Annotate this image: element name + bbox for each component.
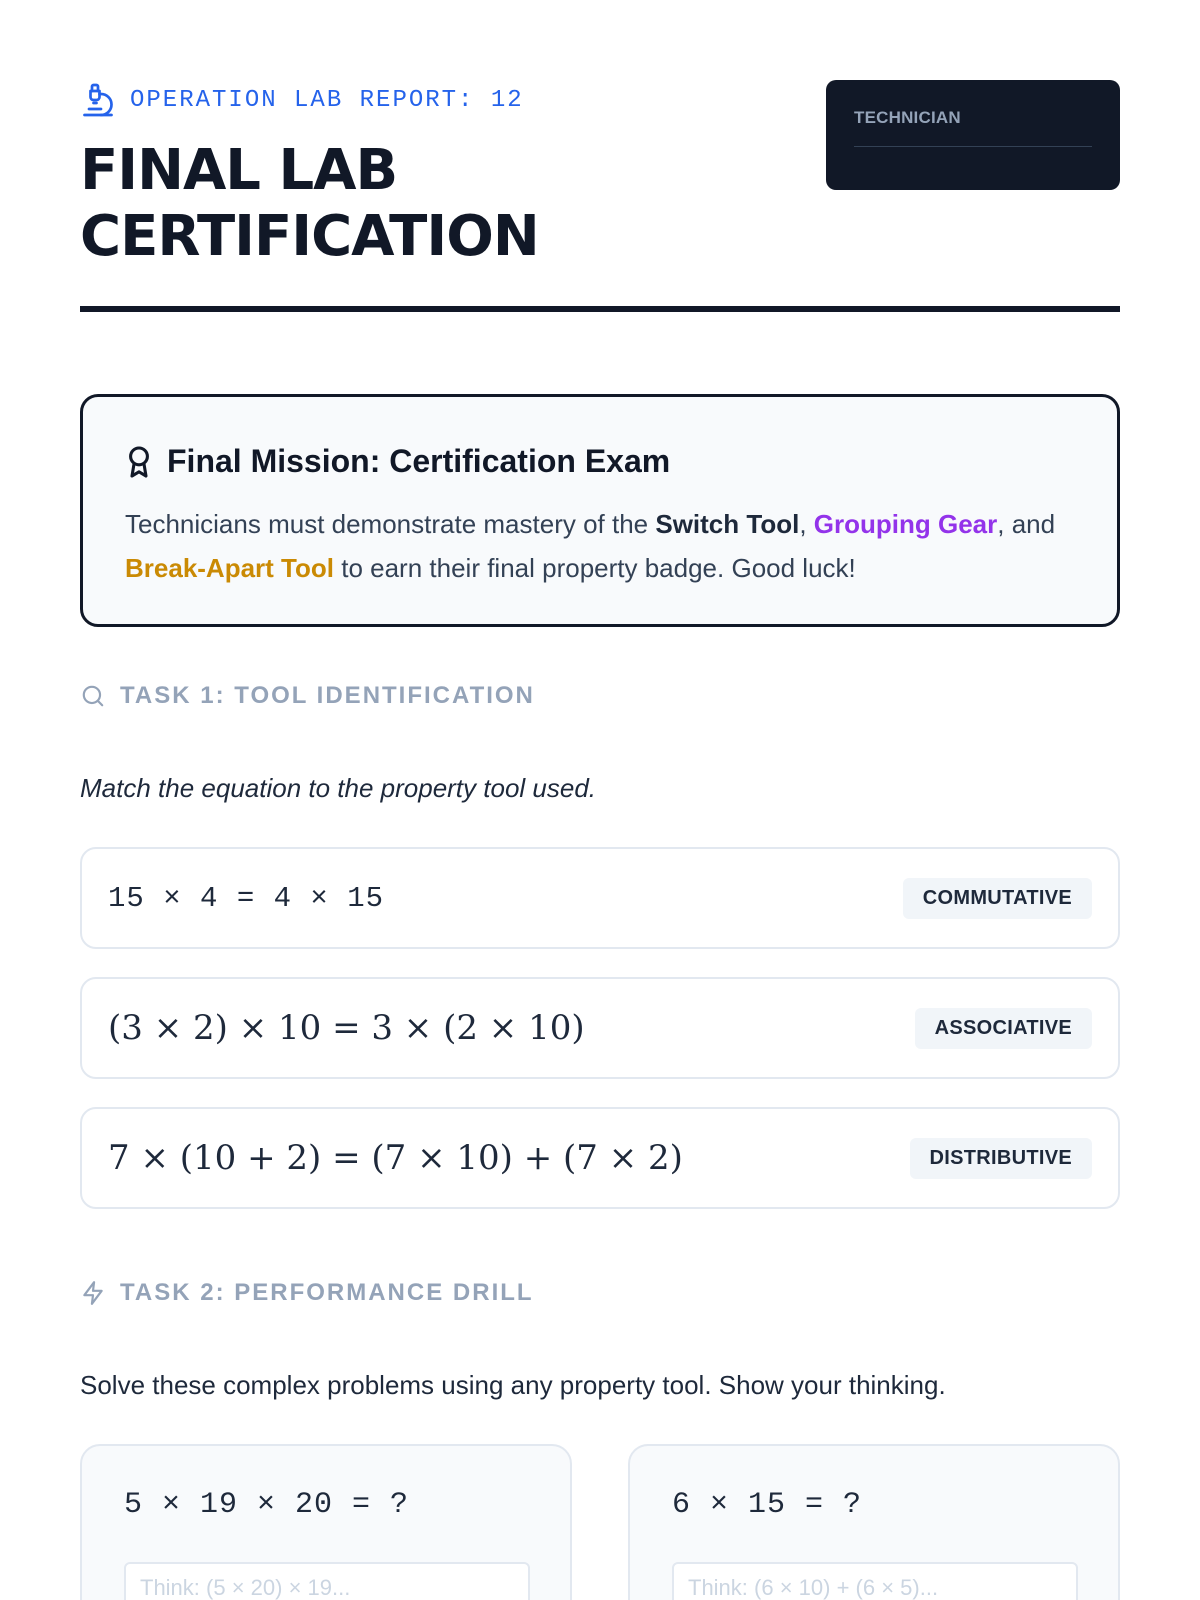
mission-text-part: , bbox=[799, 509, 814, 539]
mission-text-part: , bbox=[997, 509, 1005, 539]
worksheet-page bbox=[80, 0, 1120, 1600]
mission-text-part: Technicians must demonstrate mastery of the bbox=[125, 509, 656, 539]
task2-instruction: Solve these complex problems using any property tool. Show your thinking. bbox=[80, 1370, 946, 1400]
drill-question: 6 × 15 = ? bbox=[672, 1488, 863, 1522]
microscope-icon bbox=[80, 82, 116, 118]
mission-description bbox=[125, 502, 1085, 590]
equation-row bbox=[80, 977, 1120, 1079]
grouping-gear-term: Grouping Gear bbox=[813, 509, 998, 539]
drill-answer-input[interactable] bbox=[124, 1562, 530, 1600]
task2-heading bbox=[80, 1279, 534, 1307]
header-divider bbox=[80, 306, 1120, 312]
equation-text: 7 × (10 + 2) = (7 × 10) + (7 × 2) bbox=[108, 1138, 683, 1178]
property-tag: COMMUTATIVE bbox=[903, 878, 1092, 919]
zap-icon bbox=[80, 1280, 106, 1306]
task1-instruction: Match the equation to the property tool used. bbox=[80, 773, 597, 803]
mission-title: Final Mission: Certification Exam bbox=[167, 443, 671, 479]
switch-tool-term: Switch Tool bbox=[655, 509, 800, 539]
equation-text: (3 × 2) × 10 = 3 × (2 × 10) bbox=[108, 1008, 585, 1048]
report-number-label: OPERATION LAB REPORT: 12 bbox=[130, 86, 524, 114]
equation-row bbox=[80, 847, 1120, 949]
mission-header bbox=[125, 443, 1075, 480]
break-apart-tool-term: Break-Apart Tool bbox=[125, 553, 334, 583]
mission-text-part: to earn their final property badge. Good luck! bbox=[334, 553, 856, 583]
drill-card bbox=[628, 1444, 1120, 1600]
equation-text: 15 × 4 = 4 × 15 bbox=[108, 881, 385, 915]
drill-question: 5 × 19 × 20 = ? bbox=[124, 1488, 410, 1522]
property-tag: ASSOCIATIVE bbox=[915, 1008, 1092, 1049]
drill-answer-input[interactable] bbox=[672, 1562, 1078, 1600]
mission-text-part: and bbox=[1004, 509, 1056, 539]
mission-card bbox=[80, 394, 1120, 627]
technician-name-line[interactable] bbox=[854, 146, 1092, 147]
technician-label: TECHNICIAN bbox=[854, 108, 961, 127]
task2-heading-text: TASK 2: PERFORMANCE DRILL bbox=[120, 1279, 534, 1306]
task1-heading bbox=[80, 682, 535, 710]
award-icon bbox=[125, 445, 153, 479]
page-title: FINAL LAB CERTIFICATION bbox=[80, 138, 539, 269]
property-tag: DISTRIBUTIVE bbox=[910, 1138, 1093, 1179]
report-kicker bbox=[80, 82, 524, 118]
equation-row bbox=[80, 1107, 1120, 1209]
drill-card bbox=[80, 1444, 572, 1600]
search-icon bbox=[80, 683, 106, 709]
technician-card bbox=[826, 80, 1120, 190]
task1-heading-text: TASK 1: TOOL IDENTIFICATION bbox=[120, 682, 535, 709]
